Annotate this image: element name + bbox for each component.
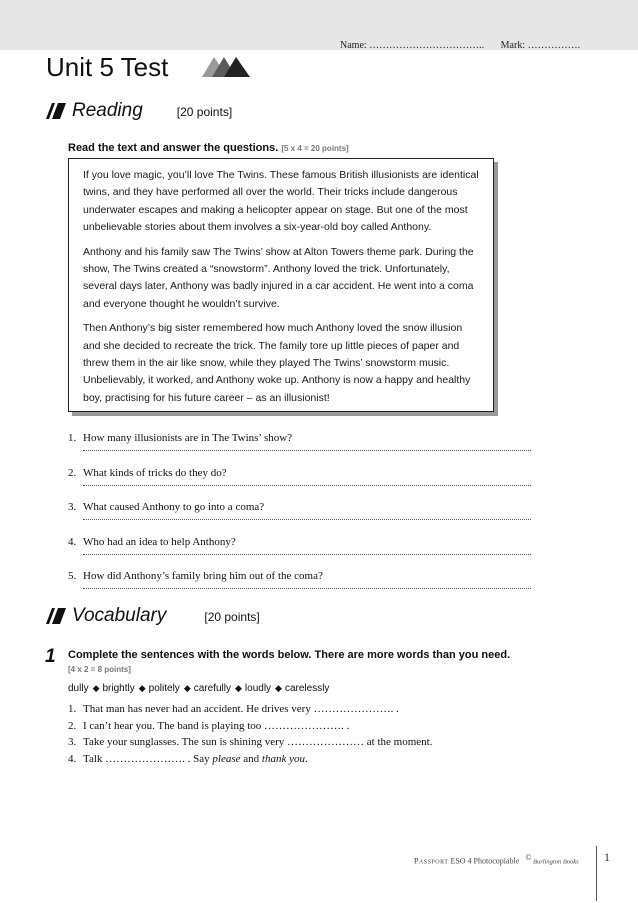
copyright-icon: © bbox=[525, 853, 532, 862]
header-fields bbox=[340, 40, 580, 51]
question-item bbox=[68, 467, 534, 502]
question-item bbox=[68, 501, 534, 536]
question-item bbox=[68, 570, 534, 605]
question-item bbox=[68, 536, 534, 571]
vocabulary-header bbox=[46, 605, 260, 627]
sentence-emphasis: thank you bbox=[261, 752, 305, 765]
word-bank-item: dully bbox=[68, 683, 89, 694]
question-text: What caused Anthony to go into a coma? bbox=[83, 501, 265, 513]
sentence-number: 4. bbox=[68, 752, 77, 765]
sentence-item bbox=[68, 753, 432, 770]
reading-instruction-points: [5 x 4 = 20 points] bbox=[281, 144, 349, 153]
word-bank-item: politely bbox=[148, 683, 180, 694]
footer-series: Passport bbox=[414, 856, 449, 866]
diamond-bullet-icon: ◆ bbox=[275, 683, 282, 693]
question-text: What kinds of tricks do they do? bbox=[83, 466, 227, 479]
section-bars-icon bbox=[46, 103, 66, 119]
mark-field[interactable]: Mark: ……………. bbox=[500, 40, 581, 51]
reading-points: [20 points] bbox=[176, 105, 233, 119]
vocabulary-instruction-points: [4 x 2 = 8 points] bbox=[68, 665, 131, 674]
sentence-emphasis: please bbox=[212, 752, 241, 765]
footer bbox=[414, 853, 579, 866]
footer-level: ESO 4 Photocopiable bbox=[448, 856, 520, 866]
mountains-logo-icon bbox=[202, 55, 250, 77]
footer-publisher: Burlington Books bbox=[531, 858, 579, 866]
word-bank-item: loudly bbox=[244, 683, 272, 694]
question-text: How did Anthony’s family bring him out of the coma? bbox=[83, 570, 323, 582]
question-number: 1. bbox=[68, 432, 77, 444]
reading-text-box bbox=[68, 158, 494, 412]
answer-line[interactable] bbox=[83, 444, 531, 451]
sentence-text-start: Talk …………………. . Say bbox=[83, 752, 213, 765]
reading-header bbox=[46, 100, 232, 122]
sentence-text: I can’t hear you. The band is playing too …………………. . bbox=[83, 719, 350, 732]
question-number: 4. bbox=[68, 535, 77, 548]
vocabulary-instruction: Complete the sentences with the words below. There are more words than you need. bbox=[68, 649, 511, 661]
question-text: Who had an idea to help Anthony? bbox=[83, 535, 236, 548]
answer-line[interactable] bbox=[83, 582, 531, 589]
word-bank bbox=[68, 683, 329, 694]
sentence-number: 3. bbox=[68, 736, 77, 748]
reading-paragraph-3: Then Anthony’s big sister remembered how much Anthony loved the snow illusion and she decided to recreate the trick. The family tore up little pieces of paper and threw them in the air like snow, while they played The Twins’ snowstorm music. Unbelievably, it worked, and Anthony woke up. Anthony is now a happy and healthy boy, practising for his future career – as an illusionist! bbox=[83, 322, 471, 404]
question-item bbox=[68, 432, 534, 467]
diamond-bullet-icon: ◆ bbox=[138, 683, 146, 693]
reading-instruction-text: Read the text and answer the questions. bbox=[68, 142, 279, 154]
sentence-text: Take your sunglasses. The sun is shining very ………………… at the moment. bbox=[83, 736, 433, 748]
sentence-text-mid: and bbox=[240, 752, 262, 765]
word-bank-item: brightly bbox=[102, 683, 135, 694]
sentence-item bbox=[68, 736, 432, 753]
vocabulary-points: [20 points] bbox=[204, 610, 260, 624]
exercise-number: 1 bbox=[45, 646, 56, 664]
sentence-text: That man has never had an accident. He drives very …………………. . bbox=[83, 703, 399, 715]
sentence-item bbox=[68, 720, 432, 737]
question-text: How many illusionists are in The Twins’ show? bbox=[83, 432, 293, 444]
question-list bbox=[68, 432, 534, 605]
question-number: 5. bbox=[68, 570, 77, 582]
answer-line[interactable] bbox=[83, 548, 531, 555]
exercise-number-icon bbox=[44, 646, 62, 664]
reading-instruction bbox=[68, 142, 349, 154]
unit-title: Unit 5 Test bbox=[46, 52, 169, 82]
vocabulary-title: Vocabulary bbox=[72, 605, 167, 626]
question-number: 3. bbox=[68, 501, 77, 513]
reading-title: Reading bbox=[72, 100, 143, 121]
sentence-item bbox=[68, 703, 432, 720]
answer-line[interactable] bbox=[83, 479, 531, 486]
word-bank-item: carefully bbox=[193, 683, 231, 694]
answer-line[interactable] bbox=[83, 513, 531, 520]
diamond-bullet-icon: ◆ bbox=[92, 683, 100, 693]
word-bank-item: carelessly bbox=[284, 683, 330, 694]
name-field[interactable]: Name: …………………………….. bbox=[340, 40, 485, 51]
question-number: 2. bbox=[68, 466, 77, 479]
reading-paragraph-2: Anthony and his family saw The Twins’ show at Alton Towers theme park. During the show, The Twins created a “snowstorm”. Anthony loved the trick. Unfortunately, several days later, Anthony was badly injured in a car accident. He went into a coma and everyone thought he wouldn’t survive. bbox=[83, 245, 474, 310]
section-bars-icon bbox=[46, 608, 66, 624]
page-number: 1 bbox=[604, 850, 610, 864]
sentence-list bbox=[68, 703, 432, 769]
diamond-bullet-icon: ◆ bbox=[183, 683, 191, 693]
reading-paragraph-1: If you love magic, you’ll love The Twins. These famous British illusionists are identical twins, and they have performed all over the world. Their tricks include dangerous underwater escapes and making a helicopter appear on stage. But one of the most unbelievable stories about them involves a six-year-old boy called Anthony. bbox=[83, 169, 479, 234]
sentence-text-end: . bbox=[304, 752, 308, 765]
footer-divider bbox=[596, 846, 597, 901]
sentence-number: 1. bbox=[68, 703, 77, 715]
sentence-number: 2. bbox=[68, 719, 77, 732]
diamond-bullet-icon: ◆ bbox=[234, 683, 242, 693]
